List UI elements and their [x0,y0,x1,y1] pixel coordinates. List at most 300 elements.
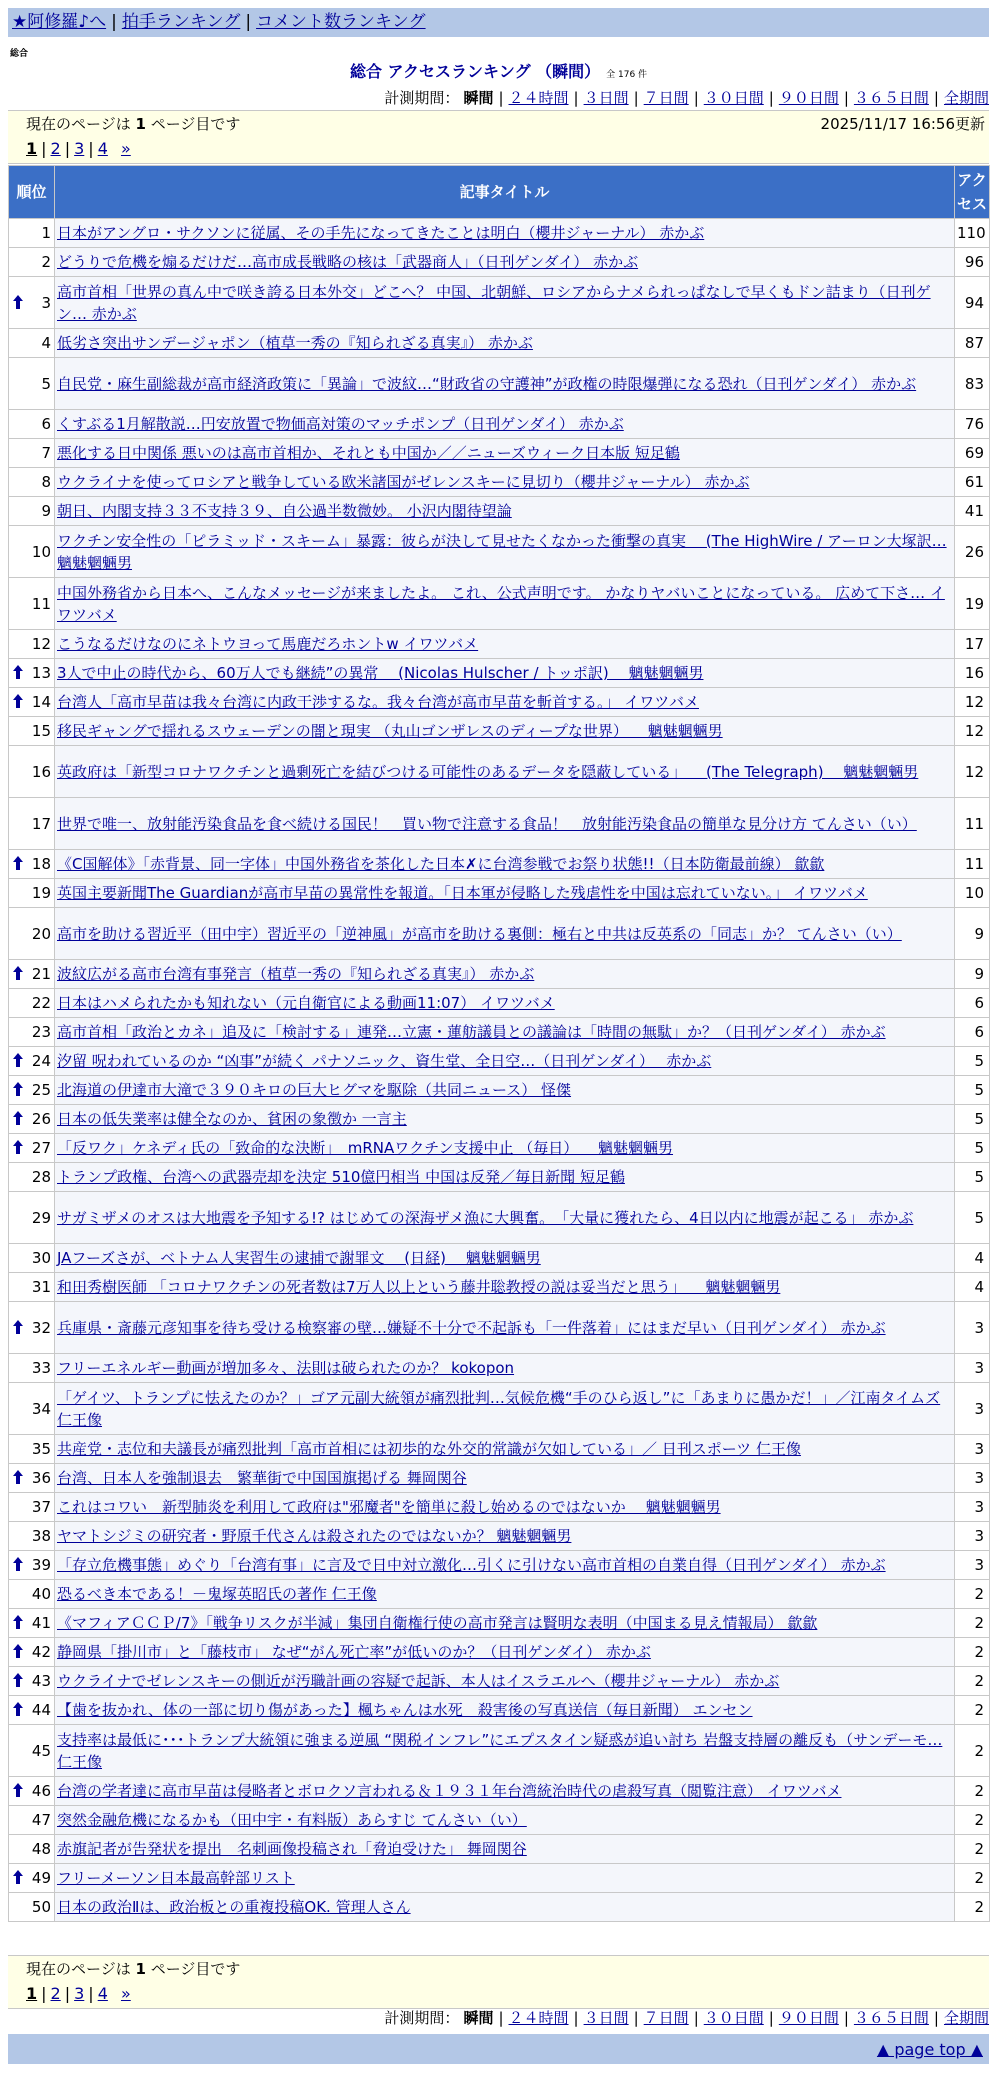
page-links: 1 | 2 | 3 | 4 » [26,1984,131,2003]
title-cell [55,410,955,439]
period-link-7d[interactable]: ７日間 [643,89,689,107]
period-selector-top: 計測期間： 瞬間 | ２４時間 | ３日間 | ７日間 | ３０日間 | ９０日間 | ３６５日間 | 全期間 [384,89,989,107]
access-count: 12 [955,688,990,717]
table-row [9,960,990,989]
article-link[interactable]: 赤旗記者が告発状を提出 名刺画像投稿され「脅迫受けた」 舞岡関谷 [57,1840,527,1858]
table-row [9,1383,990,1435]
rank-up-arrow-icon [13,1557,23,1571]
updated-timestamp: 2025/11/17 16:56更新 [820,115,985,133]
title-cell [55,850,955,879]
table-row [9,439,990,468]
article-link[interactable]: 支持率は最低に･･･トランプ大統領に強まる逆風 “関税インフレ”にエプスタイン疑惑が追い討ち 岩盤支持層の離反も（サンデーモ… 仁王像 [57,1730,943,1771]
rank-cell [9,850,55,879]
nav-home-link[interactable]: ★阿修羅♪へ [12,12,107,32]
access-count: 69 [955,439,990,468]
title-cell [55,1018,955,1047]
title-cell [55,219,955,248]
title-cell [55,468,955,497]
article-link[interactable]: ウクライナを使ってロシアと戦争している欧米諸国がゼレンスキーに見切り（櫻井ジャーナル） 赤かぶ [57,473,750,491]
rank-up-arrow-icon [13,1470,23,1484]
table-row [9,1893,990,1922]
access-count: 10 [955,879,990,908]
access-count: 19 [955,578,990,630]
rank-cell [9,879,55,908]
article-link[interactable]: 北海道の伊達市大滝で３９０キロの巨大ヒグマを駆除（共同ニュース） 怪傑 [57,1081,572,1099]
top-nav [8,8,989,37]
article-link[interactable]: 高市首相「政治とカネ」追及に「検討する」連発…立憲・蓮舫議員との議論は「時間の無駄」か？（日刊ゲンダイ） 赤かぶ [57,1023,886,1041]
period-current: 瞬間 [463,2009,494,2027]
table-row [9,578,990,630]
access-count: 5 [955,1076,990,1105]
article-link[interactable]: 恐るべき本である！－鬼塚英昭氏の著作 仁王像 [57,1585,377,1603]
access-count: 2 [955,1893,990,1922]
pager-top [8,110,989,164]
table-row [9,1551,990,1580]
access-count: 87 [955,329,990,358]
rank-number: 39 [31,1556,51,1574]
period-link-all[interactable]: 全期間 [943,2009,989,2027]
access-count: 2 [955,1580,990,1609]
rank-cell [9,578,55,630]
title-cell [55,1638,955,1667]
access-count: 2 [955,1725,990,1777]
page-top-link[interactable]: ▲ page top ▲ [876,2040,983,2059]
rank-cell [9,1163,55,1192]
title-cell [55,1435,955,1464]
page-current: 1 [26,1984,38,2003]
rank-number: 3 [41,293,51,312]
table-row [9,688,990,717]
article-link[interactable]: JAフーズさが、ベトナム人実習生の逮捕で謝罪文 (日経) 魑魅魍魎男 [57,1249,541,1267]
table-row [9,1244,990,1273]
period-link-3d[interactable]: ３日間 [583,2009,629,2027]
article-link[interactable]: 移民ギャングで揺れるスウェーデンの闇と現実 （丸山ゴンザレスのディープな世界） 魑魅魍魎男 [57,722,723,740]
title-cell [55,329,955,358]
rank-up-arrow-icon [13,694,23,708]
access-count: 3 [955,1435,990,1464]
article-link[interactable]: ヤマトシジミの研究者・野原千代さんは殺されたのではないか？ 魑魅魍魎男 [57,1527,572,1545]
article-link[interactable]: 【歯を抜かれ、体の一部に切り傷があった】楓ちゃんは水死 殺害後の写真送信（毎日新聞） エンセン [57,1701,753,1719]
article-link[interactable]: 台湾、日本人を強制退去 繁華街で中国国旗掲げる 舞岡関谷 [57,1469,467,1487]
period-link-365d[interactable]: ３６５日間 [853,89,929,107]
period-link-30d[interactable]: ３０日間 [703,2009,764,2027]
title-cell [55,1105,955,1134]
access-count: 3 [955,1354,990,1383]
rank-up-arrow-icon [13,295,23,309]
access-count: 5 [955,1163,990,1192]
table-row [9,1273,990,1302]
rank-number: 17 [31,814,51,833]
title-cell [55,1076,955,1105]
rank-up-arrow-icon [13,665,23,679]
nav-clap-ranking-link[interactable]: 拍手ランキング [121,12,241,32]
rank-cell [9,1302,55,1354]
rank-number: 35 [31,1440,51,1458]
rank-number: 21 [31,965,51,983]
rank-cell [9,1522,55,1551]
nav-separator: | [111,12,117,32]
title-cell [55,1725,955,1777]
page-link-4[interactable]: 4 [97,1984,108,2003]
title-cell [55,659,955,688]
period-link-all[interactable]: 全期間 [943,89,989,107]
nav-comment-ranking-link[interactable]: コメント数ランキング [256,12,426,32]
page-link-3[interactable]: 3 [74,139,85,158]
rank-number: 32 [31,1318,51,1337]
article-link[interactable]: どうりで危機を煽るだけだ…高市成長戦略の核は「武器商人」（日刊ゲンダイ） 赤かぶ [57,253,639,271]
rank-number: 20 [31,924,51,943]
rank-up-arrow-icon [13,856,23,870]
rank-number: 50 [31,1898,51,1916]
rank-up-arrow-icon [13,1140,23,1154]
article-link[interactable]: 世界で唯一、放射能汚染食品を食べ続ける国民！ 買い物で注意する食品！ 放射能汚染食品の簡単な見分け方 てんさい（い） [57,814,917,833]
rank-cell [9,1435,55,1464]
article-link[interactable]: フリーエネルギー動画が増加多々、法則は破られたのか？ kokopon [57,1359,515,1377]
page-link-2[interactable]: 2 [50,139,61,158]
article-link[interactable]: ワクチン安全性の「ピラミッド・スキーム」暴露：彼らが決して見せたくなかった衝撃の真実 (The HighWire / アーロン大塚訳… 魑魅魍魎男 [57,531,947,572]
rank-number: 46 [31,1782,51,1800]
table-row [9,717,990,746]
table-row [9,358,990,410]
title-cell [55,1551,955,1580]
rank-number: 41 [31,1614,51,1632]
table-row [9,1725,990,1777]
table-row [9,1696,990,1725]
rank-number: 6 [41,415,51,433]
table-row [9,248,990,277]
rank-cell [9,630,55,659]
rank-cell [9,960,55,989]
title-cell [55,746,955,798]
access-count: 96 [955,248,990,277]
title-cell [55,688,955,717]
rank-number: 22 [31,994,51,1012]
rank-number: 42 [31,1643,51,1661]
rank-cell [9,1076,55,1105]
access-count: 5 [955,1192,990,1244]
rank-number: 28 [31,1168,51,1186]
rank-cell [9,1580,55,1609]
article-link[interactable]: 和田秀樹医師 「コロナワクチンの死者数は7万人以上という藤井聡教授の説は妥当だと思う」 魑魅魍魎男 [57,1278,781,1296]
period-selector-bottom: 計測期間： 瞬間 | ２４時間 | ３日間 | ７日間 | ３０日間 | ９０日間 | ３６５日間 | 全期間 [384,2009,989,2027]
access-count: 2 [955,1667,990,1696]
rank-cell [9,219,55,248]
article-link[interactable]: 日本はハメられたかも知れない（元自衛官による動画11:07） イワツバメ [57,994,555,1012]
rank-cell [9,1383,55,1435]
rank-up-arrow-icon [13,1644,23,1658]
period-link-24h[interactable]: ２４時間 [508,89,569,107]
rank-up-arrow-icon [13,1615,23,1629]
article-link[interactable]: 台湾の学者達に高市早苗は侵略者とボロクソ言われる＆１９３１年台湾統治時代の虐殺写真（閲覧注意） イワツバメ [57,1782,842,1800]
article-link[interactable]: 「反ワク」ケネディ氏の「致命的な決断」 mRNAワクチン支援中止 （毎日） 魑魅魍魎男 [57,1139,674,1157]
article-link[interactable]: 波紋広がる高市台湾有事発言（植草一秀の『知られざる真実』） 赤かぶ [57,965,535,983]
rank-number: 47 [31,1811,51,1829]
table-row [9,630,990,659]
rank-number: 40 [31,1585,51,1603]
access-count: 76 [955,410,990,439]
rank-number: 18 [31,855,51,873]
access-count: 11 [955,798,990,850]
table-row [9,1638,990,1667]
title-cell [55,1192,955,1244]
table-row [9,526,990,578]
access-count: 17 [955,630,990,659]
nav-separator: | [245,12,252,32]
title-cell [55,908,955,960]
title-cell [55,1134,955,1163]
access-count: 4 [955,1244,990,1273]
access-count: 5 [955,1134,990,1163]
title-cell [55,526,955,578]
rank-cell [9,1893,55,1922]
rank-number: 23 [31,1023,51,1041]
rank-number: 36 [31,1469,51,1487]
rank-cell [9,1018,55,1047]
title-cell [55,1835,955,1864]
table-row [9,798,990,850]
article-link[interactable]: 低劣さ突出サンデージャポン（植草一秀の『知られざる真実』） 赤かぶ [57,334,533,352]
article-link[interactable]: 高市首相「世界の真ん中で咲き誇る日本外交」どこへ？ 中国、北朝鮮、ロシアからナメられっぱなしで早くもドン詰まり（日刊ゲン… 赤かぶ [57,282,931,323]
rank-cell [9,277,55,329]
access-count: 12 [955,746,990,798]
title-cell [55,798,955,850]
rank-number: 34 [31,1399,51,1418]
article-link[interactable]: 英政府は「新型コロナワクチンと過剰死亡を結びつける可能性のあるデータを隠蔽している」 (The Telegraph) 魑魅魍魎男 [57,762,919,781]
article-link[interactable]: 《マフィアＣＣＰ/7》「戦争リスクが半減」集団自衛権行使の高市発言は賢明な表明（中国まる見え情報局） 歙歙 [57,1614,818,1632]
article-link[interactable]: 突然金融危機になるかも（田中宇・有料版）あらすじ てんさい（い） [57,1811,527,1829]
access-count: 2 [955,1638,990,1667]
access-count: 26 [955,526,990,578]
article-link[interactable]: 朝日、内閣支持３３不支持３９、自公過半数微妙。 小沢内閣待望論 [57,502,512,520]
article-link[interactable]: これはコワい 新型肺炎を利用して政府は"邪魔者"を簡単に殺し始めるのではないか 魑魅魍魎男 [57,1498,721,1516]
rank-number: 29 [31,1208,51,1227]
article-link[interactable]: 日本がアングロ・サクソンに従属、その手先になってきたことは明白（櫻井ジャーナル） 赤かぶ [57,224,705,242]
title-cell [55,879,955,908]
rank-cell [9,358,55,410]
rank-cell [9,1464,55,1493]
article-link[interactable]: 《C国解体》「赤背景、同一字体」中国外務省を茶化した日本✗に台湾参戦でお祭り状態!!（日本防衛最前線） 歙歙 [57,855,825,873]
section-label: 総合 [10,49,29,59]
rank-number: 19 [31,884,51,902]
article-link[interactable]: サガミザメのオスは大地震を予知する!? はじめての深海ザメ漁に大興奮。 「大量に獲れたら、4日以内に地震が起こる」 赤かぶ [57,1208,914,1227]
table-row [9,1354,990,1383]
period-link-3d[interactable]: ３日間 [583,89,629,107]
rank-cell [9,1244,55,1273]
rank-number: 14 [31,693,51,711]
article-link[interactable]: 日本の低失業率は健全なのか、貧困の象徴か 一言主 [57,1110,407,1128]
article-link[interactable]: 「ゲイツ、トランプに怯えたのか？」ゴア元副大統領が痛烈批判…気候危機“手のひら返し”に「あまりに愚かだ！」／江南タイムズ 仁王像 [57,1388,941,1429]
rank-cell [9,1134,55,1163]
article-link[interactable]: 台湾人「高市早苗は我々台湾に内政干渉するな。我々台湾が高市早苗を斬首する。」 イワツバメ [57,693,699,711]
period-link-7d[interactable]: ７日間 [643,2009,689,2027]
title-cell [55,497,955,526]
access-count: 6 [955,989,990,1018]
table-row [9,1806,990,1835]
rank-cell [9,1667,55,1696]
title-cell [55,1522,955,1551]
rank-number: 33 [31,1359,51,1377]
table-row [9,410,990,439]
title-cell [55,1609,955,1638]
access-count: 11 [955,850,990,879]
period-link-24h[interactable]: ２４時間 [508,2009,569,2027]
table-row [9,1464,990,1493]
table-row [9,850,990,879]
article-link[interactable]: 高市を助ける習近平（田中宇）習近平の「逆神風」が高市を助ける裏側：極右と中共は反英系の「同志」か？ てんさい（い） [57,924,902,943]
period-label: 計測期間： [384,89,460,107]
table-row [9,1302,990,1354]
title-cell [55,1464,955,1493]
rank-number: 2 [41,253,51,271]
rank-cell [9,468,55,497]
article-link[interactable]: くすぶる1月解散説…円安放置で物価高対策のマッチポンプ（日刊ゲンダイ） 赤かぶ [57,415,624,433]
rank-cell [9,798,55,850]
article-link[interactable]: ウクライナでゼレンスキーの側近が汚職計画の容疑で起訴、本人はイスラエルへ（櫻井ジャーナル） 赤かぶ [57,1672,780,1690]
rank-number: 31 [31,1278,51,1296]
article-link[interactable]: 共産党・志位和夫議長が痛烈批判「高市首相には初歩的な外交的常識が欠如している」／ 日刊スポーツ 仁王像 [57,1440,801,1458]
rank-cell [9,439,55,468]
title-cell [55,717,955,746]
rank-up-arrow-icon [13,1783,23,1797]
title-cell [55,989,955,1018]
access-count: 3 [955,1383,990,1435]
period-link-90d[interactable]: ９０日間 [778,2009,839,2027]
title-cell [55,1302,955,1354]
rank-cell [9,1273,55,1302]
table-row [9,468,990,497]
access-count: 61 [955,468,990,497]
table-row [9,1864,990,1893]
access-count: 2 [955,1835,990,1864]
rank-number: 45 [31,1741,51,1760]
access-count: 110 [955,219,990,248]
rank-cell [9,248,55,277]
title-cell [55,1893,955,1922]
article-link[interactable]: こうなるだけなのにネトウヨって馬鹿だろホントw イワツバメ [57,635,479,653]
article-link[interactable]: 兵庫県・斎藤元彦知事を待ち受ける検察審の壁…嫌疑不十分で不起訴も「一件落着」にはまだ早い（日刊ゲンダイ） 赤かぶ [57,1318,886,1337]
header-rank: 順位 [9,166,55,219]
rank-number: 12 [31,635,51,653]
title-cell [55,439,955,468]
period-link-90d[interactable]: ９０日間 [778,89,839,107]
page-link-2[interactable]: 2 [50,1984,61,2003]
table-row [9,1435,990,1464]
table-row [9,1667,990,1696]
title-cell [55,1273,955,1302]
rank-number: 25 [31,1081,51,1099]
rank-cell [9,746,55,798]
access-count: 4 [955,1273,990,1302]
rank-number: 13 [31,664,51,682]
table-row [9,908,990,960]
table-row [9,1522,990,1551]
article-link[interactable]: 3人で中止の時代から、60万人でも継続”の異常 (Nicolas Hulscher / トッポ訳) 魑魅魍魎男 [57,664,704,682]
rank-cell [9,908,55,960]
article-link[interactable]: トランプ政権、台湾への武器売却を決定 510億円相当 中国は反発／毎日新聞 短足鶴 [57,1168,625,1186]
table-row [9,1047,990,1076]
rank-cell [9,717,55,746]
access-count: 3 [955,1522,990,1551]
access-count: 5 [955,1105,990,1134]
title-cell [55,277,955,329]
total-count: 全 176 件 [606,70,648,80]
rank-cell [9,329,55,358]
next-page-link[interactable]: » [120,139,131,158]
access-count: 2 [955,1777,990,1806]
access-count: 2 [955,1609,990,1638]
table-row [9,1493,990,1522]
header-title: 記事タイトル [55,166,955,219]
period-label: 計測期間： [384,2009,460,2027]
page-link-4[interactable]: 4 [97,139,108,158]
rank-cell [9,497,55,526]
rank-number: 49 [31,1869,51,1887]
rank-cell [9,1047,55,1076]
rank-cell [9,1354,55,1383]
rank-cell [9,1725,55,1777]
pager-bottom [8,1955,989,2009]
title-cell [55,1667,955,1696]
access-count: 16 [955,659,990,688]
rank-number: 48 [31,1840,51,1858]
access-count: 2 [955,1696,990,1725]
next-page-link[interactable]: » [120,1984,131,2003]
article-link[interactable]: フリーメーソン日本最高幹部リスト [57,1869,295,1887]
rank-cell [9,1609,55,1638]
title-cell [55,630,955,659]
access-count: 6 [955,1018,990,1047]
period-link-30d[interactable]: ３０日間 [703,89,764,107]
period-link-365d[interactable]: ３６５日間 [853,2009,929,2027]
rank-number: 38 [31,1527,51,1545]
rank-number: 5 [41,374,51,393]
title-cell [55,1163,955,1192]
rank-up-arrow-icon [13,1082,23,1096]
title-cell [55,1047,955,1076]
article-link[interactable]: 日本の政治Ⅱは、政治板との重複投稿OK. 管理人さん [57,1898,411,1916]
rank-cell [9,1105,55,1134]
table-row [9,277,990,329]
table-row [9,497,990,526]
table-row [9,1609,990,1638]
table-row [9,1076,990,1105]
title-cell [55,1493,955,1522]
page-title: 総合 アクセスランキング （瞬間） [349,62,601,81]
article-link[interactable]: 「存立危機事態」めぐり「台湾有事」に言及で日中対立激化…引くに引けない高市首相の自業自得（日刊ゲンダイ） 赤かぶ [57,1556,886,1574]
page-link-3[interactable]: 3 [74,1984,85,2003]
table-row [9,1018,990,1047]
access-count: 12 [955,717,990,746]
rank-cell [9,989,55,1018]
article-link[interactable]: 自民党・麻生副総裁が高市経済政策に「異論」で波紋…“財政省の守護神”が政権の時限爆弾になる恐れ（日刊ゲンダイ） 赤かぶ [57,374,917,393]
page-links: 1 | 2 | 3 | 4 » [26,139,131,158]
article-link[interactable]: 悪化する日中関係 悪いのは高市首相か、それとも中国か／／ニューズウィーク日本版 短足鶴 [57,444,680,462]
table-row [9,989,990,1018]
title-cell [55,1864,955,1893]
rank-cell [9,688,55,717]
table-row [9,1163,990,1192]
title-cell [55,1806,955,1835]
article-link[interactable]: 中国外務省から日本へ、こんなメッセージが来ましたよ。 これ、公式声明です。 かなりヤバいことになっている。 広めて下さ… イワツバメ [57,583,945,624]
access-count: 3 [955,1464,990,1493]
rank-cell [9,1551,55,1580]
article-link[interactable]: 英国主要新聞The Guardianが高市早苗の異常性を報道。「日本軍が侵略した残虐性を中国は忘れていない。」 イワツバメ [57,884,868,902]
rank-number: 26 [31,1110,51,1128]
table-row [9,219,990,248]
article-link[interactable]: 汐留 呪われているのか “凶事”が続く パナソニック、資生堂、全日空…（日刊ゲンダイ） 赤かぶ [57,1052,712,1070]
article-link[interactable]: 静岡県「掛川市」と「藤枝市」 なぜ“がん死亡率”が低いのか？（日刊ゲンダイ） 赤かぶ [57,1643,651,1661]
table-row [9,329,990,358]
